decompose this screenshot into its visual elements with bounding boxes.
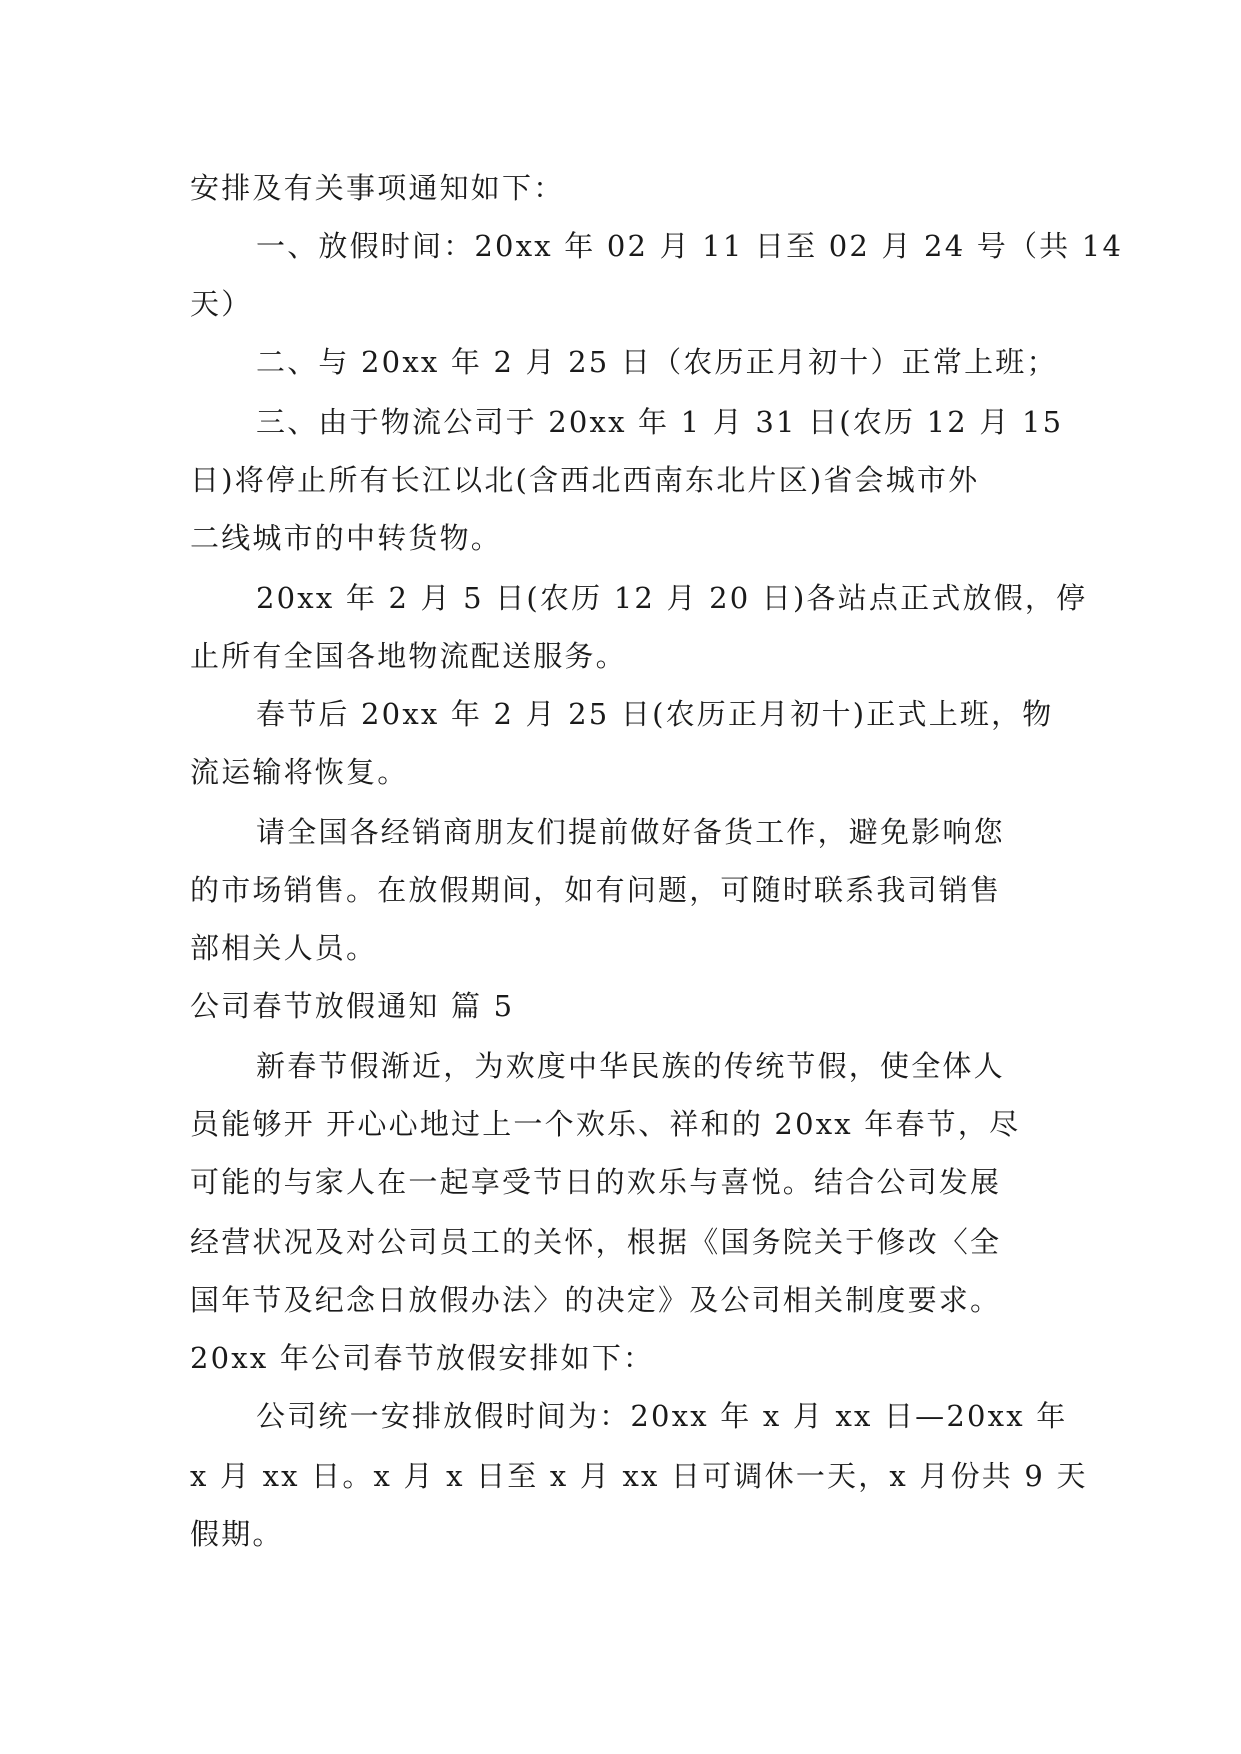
paragraph-line: 一、放假时间：20xx 年 02 月 11 日至 02 月 24 号（共 14 — [256, 229, 1124, 263]
paragraph-line: 20xx 年 2 月 5 日(农历 12 月 20 日)各站点正式放假，停 — [256, 581, 1088, 615]
paragraph-line: 春节后 20xx 年 2 月 25 日(农历正月初十)正式上班，物 — [256, 697, 1054, 731]
paragraph-line: 日)将停止所有长江以北(含西北西南东北片区)省会城市外 — [190, 463, 980, 497]
paragraph-line: 二线城市的中转货物。 — [190, 521, 503, 555]
paragraph-line: 公司统一安排放假时间为：20xx 年 x 月 xx 日—20xx 年 — [256, 1399, 1068, 1433]
paragraph-line: 流运输将恢复。 — [190, 755, 409, 789]
paragraph-line: 部相关人员。 — [190, 931, 378, 965]
paragraph-line: 的市场销售。在放假期间，如有问题，可随时联系我司销售 — [190, 873, 1002, 907]
paragraph-line: 可能的与家人在一起享受节日的欢乐与喜悦。结合公司发展 — [190, 1165, 1002, 1199]
section-heading: 公司春节放假通知 篇 5 — [190, 989, 515, 1023]
paragraph-line: 新春节假渐近，为欢度中华民族的传统节假，使全体人 — [256, 1049, 1005, 1083]
paragraph-line: 二、与 20xx 年 2 月 25 日（农历正月初十）正常上班； — [256, 345, 1058, 379]
paragraph-line: x 月 xx 日。x 月 x 日至 x 月 xx 日可调休一天，x 月份共 9 天 — [190, 1459, 1088, 1493]
paragraph-line: 安排及有关事项通知如下： — [190, 171, 565, 205]
paragraph-line: 假期。 — [190, 1517, 284, 1551]
paragraph-line: 天） — [190, 287, 253, 321]
paragraph-line: 三、由于物流公司于 20xx 年 1 月 31 日(农历 12 月 15 — [256, 405, 1064, 439]
paragraph-line: 20xx 年公司春节放假安排如下： — [190, 1341, 655, 1375]
paragraph-line: 员能够开 开心心地过上一个欢乐、祥和的 20xx 年春节，尽 — [190, 1107, 1021, 1141]
paragraph-line: 经营状况及对公司员工的关怀，根据《国务院关于修改〈全 — [190, 1225, 1002, 1259]
paragraph-line: 止所有全国各地物流配送服务。 — [190, 639, 627, 673]
paragraph-line: 请全国各经销商朋友们提前做好备货工作，避免影响您 — [256, 815, 1005, 849]
paragraph-line: 国年节及纪念日放假办法〉的决定》及公司相关制度要求。 — [190, 1283, 1002, 1317]
